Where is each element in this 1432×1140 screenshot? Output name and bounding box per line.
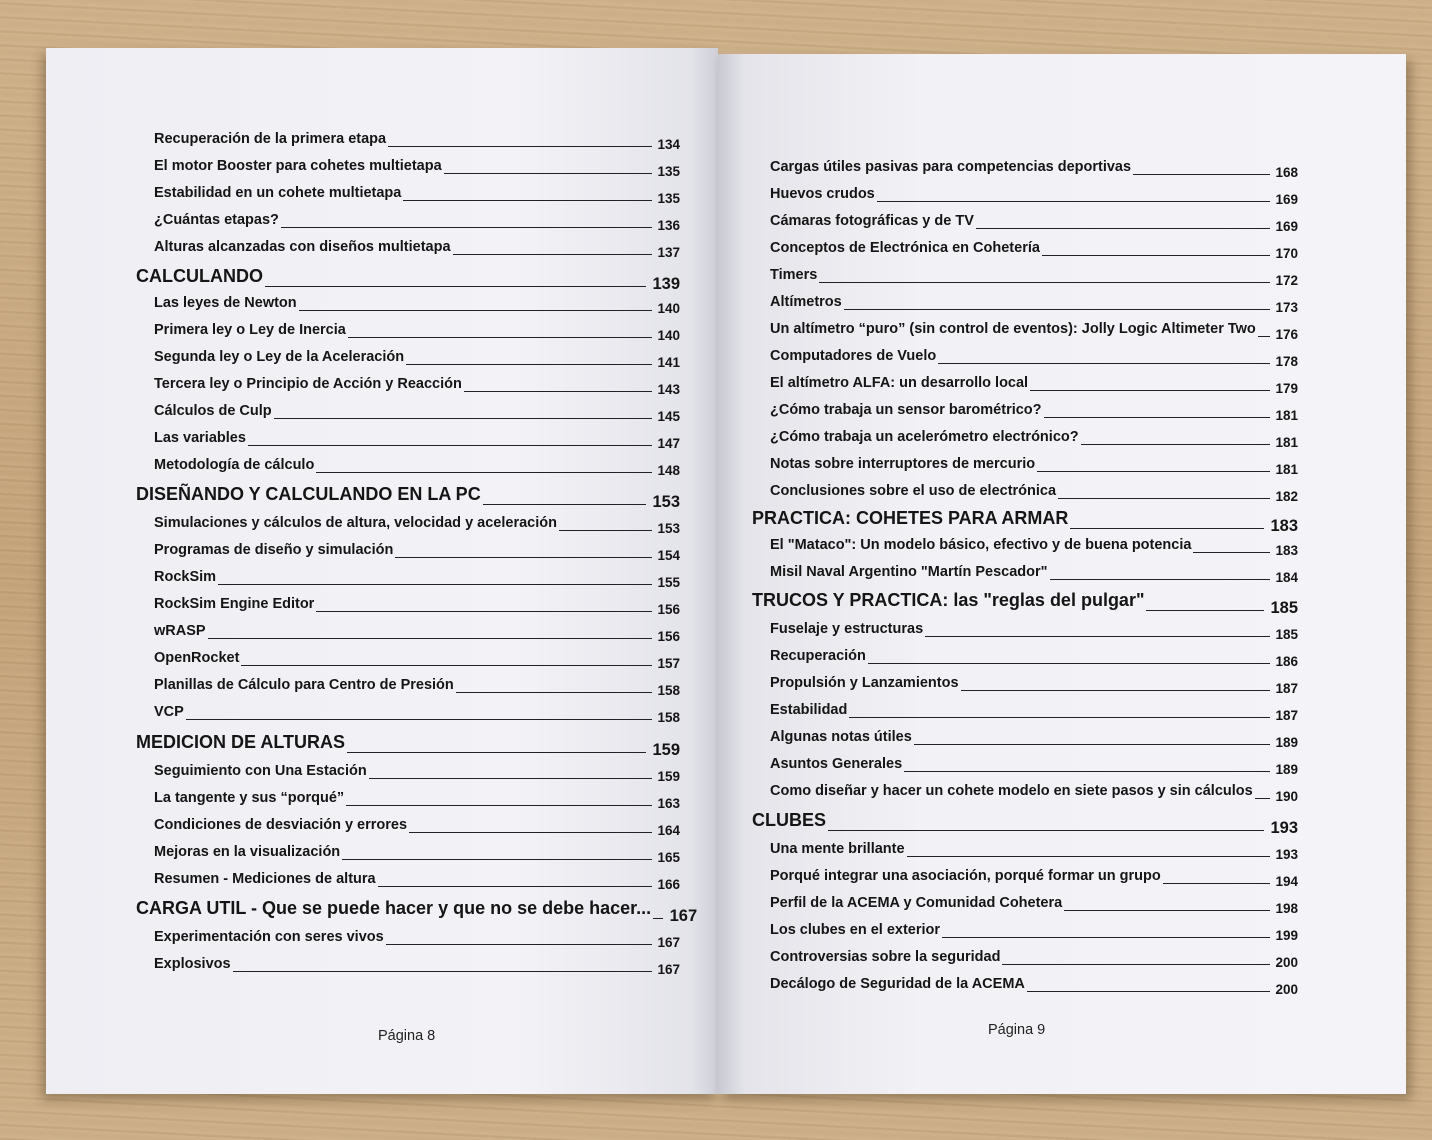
leader-line — [1081, 444, 1270, 445]
page-number: 158 — [657, 683, 680, 698]
section-title: Mejoras en la visualización — [154, 844, 341, 860]
page-number: 168 — [1275, 165, 1298, 180]
page-number: 167 — [657, 935, 680, 950]
page-number: 184 — [1275, 570, 1298, 585]
section-title: Conclusiones sobre el uso de electrónica — [770, 483, 1057, 499]
toc-chapter-entry — [752, 806, 1298, 836]
page-number: 134 — [657, 137, 680, 152]
section-title: Una mente brillante — [770, 841, 905, 857]
toc-entry — [770, 863, 1298, 889]
leader-line — [241, 665, 652, 666]
toc-entry — [770, 181, 1298, 207]
toc-entry — [154, 672, 680, 698]
toc-entry — [770, 154, 1298, 180]
section-title: Las variables — [154, 430, 246, 446]
leader-line — [464, 391, 652, 392]
section-title: ¿Cómo trabaja un sensor barométrico? — [770, 402, 1042, 418]
leader-line — [1030, 390, 1270, 391]
toc-entry — [154, 452, 680, 478]
toc-entry — [770, 532, 1298, 558]
chapter-title: CALCULANDO — [136, 266, 263, 286]
section-title: Explosivos — [154, 956, 231, 972]
toc-entry — [770, 559, 1298, 585]
page-number: 136 — [657, 218, 680, 233]
section-title: Planillas de Cálculo para Centro de Presión — [154, 677, 454, 693]
toc-entry — [154, 758, 680, 784]
page-number: 140 — [657, 328, 680, 343]
right-page — [718, 54, 1406, 1094]
toc-entry — [154, 234, 680, 260]
leader-line — [1070, 528, 1264, 529]
section-title: Notas sobre interruptores de mercurio — [770, 456, 1036, 472]
leader-line — [347, 752, 646, 753]
toc-entry — [770, 724, 1298, 750]
page-number: 185 — [1275, 627, 1298, 642]
toc-entry — [770, 778, 1298, 804]
toc-entry — [770, 208, 1298, 234]
table-of-contents-right — [718, 54, 1406, 1094]
toc-entry — [154, 537, 680, 563]
page-number: 194 — [1275, 874, 1298, 889]
section-title: Cálculos de Culp — [154, 403, 272, 419]
page-number: 148 — [657, 463, 680, 478]
leader-line — [1044, 417, 1270, 418]
toc-entry — [154, 866, 680, 892]
page-number: 189 — [1275, 762, 1298, 777]
leader-line — [299, 310, 652, 311]
leader-line — [819, 282, 1270, 283]
page-number: 178 — [1275, 354, 1298, 369]
toc-entry — [770, 370, 1298, 396]
toc-entry — [154, 126, 680, 152]
section-title: Propulsión y Lanzamientos — [770, 675, 959, 691]
toc-entry — [770, 890, 1298, 916]
section-title: Recuperación de la primera etapa — [154, 131, 387, 147]
leader-line — [483, 504, 646, 505]
section-title: Porqué integrar una asociación, porqué formar un grupo — [770, 868, 1161, 884]
toc-entry — [770, 316, 1298, 342]
leader-line — [976, 228, 1270, 229]
toc-entry — [154, 425, 680, 451]
page-number: 154 — [657, 548, 680, 563]
leader-line — [844, 309, 1270, 310]
leader-line — [406, 364, 652, 365]
leader-line — [1027, 991, 1270, 992]
toc-entry — [154, 699, 680, 725]
toc-chapter-entry — [752, 504, 1298, 534]
page-number: 156 — [657, 629, 680, 644]
section-title: Computadores de Vuelo — [770, 348, 937, 364]
toc-entry — [154, 839, 680, 865]
leader-line — [265, 286, 646, 287]
section-title: Fuselaje y estructuras — [770, 621, 924, 637]
leader-line — [409, 832, 652, 833]
page-number: 181 — [1275, 462, 1298, 477]
section-title: Resumen - Mediciones de altura — [154, 871, 376, 887]
leader-line — [1037, 471, 1270, 472]
toc-entry — [770, 697, 1298, 723]
page-number: 169 — [1275, 192, 1298, 207]
section-title: El motor Booster para cohetes multietapa — [154, 158, 442, 174]
page-number: 153 — [657, 521, 680, 536]
section-title: Alturas alcanzadas con diseños multietapa — [154, 239, 451, 255]
leader-line — [1002, 964, 1270, 965]
toc-entry — [770, 643, 1298, 669]
leader-line — [233, 971, 652, 972]
page-number: 147 — [657, 436, 680, 451]
page-number: 163 — [657, 796, 680, 811]
page-number: 159 — [657, 769, 680, 784]
section-title: Como diseñar y hacer un cohete modelo en siete pasos y sin cálculos — [770, 783, 1253, 799]
page-number: 157 — [657, 656, 680, 671]
chapter-title: DISEÑANDO Y CALCULANDO EN LA PC — [136, 484, 481, 504]
leader-line — [828, 830, 1264, 831]
section-title: Conceptos de Electrónica en Cohetería — [770, 240, 1040, 256]
page-number: 153 — [652, 493, 680, 511]
section-title: Algunas notas útiles — [770, 729, 912, 745]
page-number: 173 — [1275, 300, 1298, 315]
toc-chapter-entry — [136, 480, 680, 510]
leader-line — [938, 363, 1270, 364]
toc-entry — [770, 944, 1298, 970]
toc-chapter-entry — [136, 894, 698, 925]
toc-entry — [770, 917, 1298, 943]
leader-line — [1042, 255, 1270, 256]
leader-line — [1193, 552, 1270, 553]
chapter-title: CLUBES — [752, 810, 827, 830]
leader-line — [274, 418, 652, 419]
page-number: 164 — [657, 823, 680, 838]
toc-chapter-entry — [136, 262, 680, 292]
toc-entry — [770, 235, 1298, 261]
leader-line — [456, 692, 652, 693]
leader-line — [904, 771, 1270, 772]
toc-entry — [154, 951, 680, 977]
page-number: 156 — [657, 602, 680, 617]
section-title: Asuntos Generales — [770, 756, 903, 772]
page-number: 165 — [657, 850, 680, 865]
leader-line — [653, 918, 663, 919]
page-number: 169 — [1275, 219, 1298, 234]
page-number: 189 — [1275, 735, 1298, 750]
page-number: 183 — [1270, 517, 1298, 535]
toc-entry — [154, 924, 680, 950]
section-title: RockSim Engine Editor — [154, 596, 315, 612]
page-number: 198 — [1275, 901, 1298, 916]
leader-line — [1146, 610, 1264, 611]
section-title: Timers — [770, 267, 818, 283]
section-title: Un altímetro “puro” (sin control de eventos): Jolly Logic Altimeter Two — [770, 321, 1256, 337]
leader-line — [316, 611, 652, 612]
toc-entry — [154, 564, 680, 590]
toc-entry — [154, 371, 680, 397]
leader-line — [1058, 498, 1270, 499]
toc-entry — [154, 317, 680, 343]
page-number: 176 — [1275, 327, 1298, 342]
toc-chapter-entry — [752, 586, 1298, 616]
section-title: Estabilidad — [770, 702, 848, 718]
toc-entry — [154, 510, 680, 536]
toc-entry — [154, 785, 680, 811]
page-number: 183 — [1275, 543, 1298, 558]
toc-entry — [770, 289, 1298, 315]
toc-entry — [154, 153, 680, 179]
toc-entry — [770, 424, 1298, 450]
left-page — [46, 48, 718, 1094]
page-number: 167 — [669, 907, 698, 925]
page-number: 167 — [657, 962, 680, 977]
section-title: Perfil de la ACEMA y Comunidad Cohetera — [770, 895, 1063, 911]
page-number: 200 — [1275, 955, 1298, 970]
leader-line — [348, 337, 652, 338]
page-number: 170 — [1275, 246, 1298, 261]
page-footer: Página 9 — [988, 1022, 1046, 1038]
section-title: Huevos crudos — [770, 186, 875, 202]
leader-line — [248, 445, 652, 446]
toc-entry — [154, 398, 680, 424]
section-title: Programas de diseño y simulación — [154, 542, 394, 558]
leader-line — [342, 859, 652, 860]
section-title: Tercera ley o Principio de Acción y Reacción — [154, 376, 462, 392]
leader-line — [1258, 336, 1270, 337]
chapter-title: PRACTICA: COHETES PARA ARMAR — [752, 508, 1069, 528]
section-title: Primera ley o Ley de Inercia — [154, 322, 346, 338]
page-number: 145 — [657, 409, 680, 424]
page-number: 193 — [1275, 847, 1298, 862]
section-title: Recuperación — [770, 648, 866, 664]
leader-line — [1163, 883, 1270, 884]
section-title: Las leyes de Newton — [154, 295, 297, 311]
leader-line — [877, 201, 1270, 202]
leader-line — [849, 717, 1270, 718]
chapter-title: CARGA UTIL - Que se puede hacer y que no se debe hacer... — [136, 898, 652, 918]
leader-line — [388, 146, 652, 147]
leader-line — [559, 530, 652, 531]
toc-chapter-entry — [136, 728, 680, 758]
leader-line — [186, 719, 652, 720]
toc-entry — [154, 645, 680, 671]
toc-entry — [770, 670, 1298, 696]
toc-entry — [154, 344, 680, 370]
toc-entry — [770, 478, 1298, 504]
leader-line — [1255, 798, 1270, 799]
page-number: 185 — [1270, 599, 1298, 617]
toc-entry — [770, 397, 1298, 423]
leader-line — [316, 472, 652, 473]
page-number: 182 — [1275, 489, 1298, 504]
toc-entry — [770, 616, 1298, 642]
leader-line — [444, 173, 652, 174]
leader-line — [281, 227, 652, 228]
section-title: Cargas útiles pasivas para competencias deportivas — [770, 159, 1132, 175]
page-number: 158 — [657, 710, 680, 725]
leader-line — [1133, 174, 1270, 175]
leader-line — [1064, 910, 1270, 911]
leader-line — [914, 744, 1270, 745]
page-number: 143 — [657, 382, 680, 397]
toc-entry — [154, 618, 680, 644]
leader-line — [961, 690, 1270, 691]
toc-entry — [770, 751, 1298, 777]
section-title: Estabilidad en un cohete multietapa — [154, 185, 402, 201]
page-number: 135 — [657, 191, 680, 206]
section-title: ¿Cómo trabaja un acelerómetro electrónico? — [770, 429, 1079, 445]
section-title: Decálogo de Seguridad de la ACEMA — [770, 976, 1025, 992]
section-title: Condiciones de desviación y errores — [154, 817, 408, 833]
page-number: 193 — [1270, 819, 1298, 837]
toc-entry — [154, 591, 680, 617]
toc-entry — [154, 812, 680, 838]
page-number: 172 — [1275, 273, 1298, 288]
leader-line — [453, 254, 652, 255]
leader-line — [378, 886, 652, 887]
page-number: 199 — [1275, 928, 1298, 943]
page-number: 187 — [1275, 681, 1298, 696]
section-title: OpenRocket — [154, 650, 240, 666]
leader-line — [386, 944, 652, 945]
page-number: 181 — [1275, 408, 1298, 423]
leader-line — [1050, 579, 1271, 580]
page-number: 187 — [1275, 708, 1298, 723]
page-number: 159 — [652, 741, 680, 759]
section-title: Segunda ley o Ley de la Aceleración — [154, 349, 405, 365]
page-footer: Página 8 — [378, 1028, 436, 1044]
leader-line — [942, 937, 1270, 938]
leader-line — [868, 663, 1270, 664]
section-title: El altímetro ALFA: un desarrollo local — [770, 375, 1029, 391]
chapter-title: MEDICION DE ALTURAS — [136, 732, 345, 752]
section-title: Controversias sobre la seguridad — [770, 949, 1001, 965]
page-number: 179 — [1275, 381, 1298, 396]
toc-entry — [154, 207, 680, 233]
page-number: 135 — [657, 164, 680, 179]
table-of-contents-left — [46, 48, 718, 1094]
page-number: 140 — [657, 301, 680, 316]
leader-line — [346, 805, 652, 806]
section-title: Los clubes en el exterior — [770, 922, 941, 938]
section-title: El "Mataco": Un modelo básico, efectivo y de buena potencia — [770, 537, 1192, 553]
page-number: 200 — [1275, 982, 1298, 997]
toc-entry — [770, 262, 1298, 288]
section-title: Misil Naval Argentino "Martín Pescador" — [770, 564, 1048, 580]
page-number: 166 — [657, 877, 680, 892]
toc-entry — [770, 971, 1298, 997]
section-title: ¿Cuántas etapas? — [154, 212, 279, 228]
section-title: VCP — [154, 704, 184, 720]
page-number: 141 — [657, 355, 680, 370]
page-number: 139 — [652, 275, 680, 293]
leader-line — [208, 638, 652, 639]
section-title: Simulaciones y cálculos de altura, velocidad y aceleración — [154, 515, 557, 531]
toc-entry — [154, 180, 680, 206]
leader-line — [395, 557, 652, 558]
section-title: Metodología de cálculo — [154, 457, 315, 473]
chapter-title: TRUCOS Y PRACTICA: las "reglas del pulgar" — [752, 590, 1145, 610]
page-number: 155 — [657, 575, 680, 590]
toc-entry — [770, 343, 1298, 369]
toc-entry — [770, 836, 1298, 862]
page-number: 137 — [657, 245, 680, 260]
leader-line — [907, 856, 1270, 857]
leader-line — [403, 200, 652, 201]
page-number: 190 — [1275, 789, 1298, 804]
section-title: La tangente y sus “porqué” — [154, 790, 345, 806]
section-title: RockSim — [154, 569, 217, 585]
section-title: Cámaras fotográficas y de TV — [770, 213, 974, 229]
leader-line — [925, 636, 1270, 637]
page-number: 181 — [1275, 435, 1298, 450]
toc-entry — [770, 451, 1298, 477]
section-title: Seguimiento con Una Estación — [154, 763, 367, 779]
page-number: 186 — [1275, 654, 1298, 669]
toc-entry — [154, 290, 680, 316]
leader-line — [218, 584, 652, 585]
leader-line — [369, 778, 652, 779]
section-title: Altímetros — [770, 294, 842, 310]
section-title: wRASP — [154, 623, 206, 639]
section-title: Experimentación con seres vivos — [154, 929, 384, 945]
